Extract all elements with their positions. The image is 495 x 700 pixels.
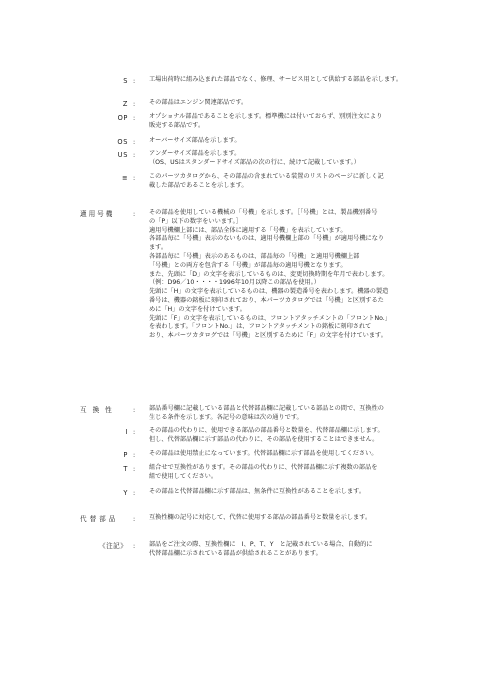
colon: : <box>133 100 136 108</box>
para-line: 各部品毎に「号機」表示のあるものは、部品毎の「号機」と適用号機欄上部 <box>149 252 360 260</box>
symbol-desc-new <box>149 173 384 191</box>
desc-line: （OS、USはスタンダードサイズ部品の次の行に、続けて記載しています。） <box>149 158 360 166</box>
desc-line: その部品と代替部品欄に示す部品は、無条件に互換性があることを示します。 <box>149 488 366 495</box>
colon: : <box>133 151 136 159</box>
para-line: の「P」以下の数字をいいます。］ <box>149 217 242 225</box>
interchange-desc-p <box>149 450 377 459</box>
interchange-desc-i <box>149 427 384 445</box>
colon: : <box>133 174 136 182</box>
colon: : <box>133 451 136 459</box>
para-line: めに「H」の文字を付けています。 <box>149 305 246 313</box>
para-line: （例：D96／10・・・・1996年10月以降この部品を使用。） <box>149 279 320 287</box>
colon: : <box>133 138 136 146</box>
desc-line: 組で使用してください。 <box>149 472 218 480</box>
interchange-desc-y <box>149 488 365 497</box>
desc-line: 載した部品であることを示します。 <box>149 181 248 189</box>
para-line: 適用号機欄上部には、部品全体に適用する「号機」を表示しています。 <box>149 226 347 234</box>
interchangeability-intro <box>149 405 384 423</box>
desc-line: オプショナル部品であることを示します。標準機には付いておらず、別別注文により <box>149 113 383 120</box>
desc-line: アンダーサイズ部品を示します。 <box>149 150 241 157</box>
interchange-desc-t <box>149 464 377 482</box>
para-line: 部品番号欄に記載している部品と代替部品欄に記載している部品との間で、互換性の <box>149 405 384 412</box>
colon: : <box>133 114 136 122</box>
para-line: 部品をご注文の際、互換性欄に I、P、T、Y と記載されている場合、自動的に <box>149 541 373 548</box>
note-heading: 《注記》 <box>99 542 128 550</box>
colon: : <box>133 515 136 523</box>
symbol-code-us: US <box>117 151 128 159</box>
interchange-code-p: P <box>123 451 128 459</box>
desc-line: その部品は使用禁止になっています。代替部品欄に示す部品を使用してください。 <box>149 450 378 457</box>
desc-line: 工場出荷時に組み込まれた部品でなく、修理、サービス用として供給する部品を示します。 <box>149 76 403 83</box>
colon: : <box>133 465 136 473</box>
interchange-code-t: T <box>123 465 128 473</box>
substitute-parts-heading: 代替部品 <box>80 515 119 523</box>
desc-line: このパーツカタログから、その部品の含まれている装置のリストのページに新しく記 <box>149 173 384 180</box>
symbol-code-os: OS <box>117 138 128 146</box>
interchange-code-y: Y <box>123 489 128 497</box>
para-line: 「号機」との両方を包含する「号機」が部品毎の適用号機となります。 <box>149 261 347 269</box>
desc-line: その部品の代わりに、使用できる部品の部品番号と数量を、代替部品欄に示します。 <box>149 427 384 434</box>
substitute-parts-text <box>149 514 371 523</box>
desc-line: 但し、代替部品欄に示す部品の代わりに、その部品を使用することはできません。 <box>149 435 379 443</box>
symbol-desc-s <box>149 76 431 85</box>
symbol-code-new: ≡ <box>121 174 128 182</box>
para-line: を表わします。「フロントNo.」は、フロントアタッチメントの銘板に刻印されて <box>149 323 372 331</box>
para-line: 先頭に「F」の文字を表示しているものは、フロントアタッチメントの「フロントNo.」 <box>149 314 391 322</box>
para-line: 代替部品欄に示されている部品が供給されることがあります。 <box>149 549 322 557</box>
para-line: 番号は、機器の銘板に刻印されており、本パーツカタログでは「号機」と区別するた <box>149 296 384 304</box>
desc-line: オーバーサイズ部品を示します。 <box>149 137 241 144</box>
interchangeability-heading: 互換性 <box>80 406 118 414</box>
symbol-desc-us <box>149 150 360 168</box>
desc-line: 組合せで互換性があります。その部品の代わりに、代替部品欄に示す複数の部品を <box>149 464 378 471</box>
symbol-code-op: OP <box>117 114 128 122</box>
para-line: ます。 <box>149 244 168 252</box>
colon: : <box>133 77 136 85</box>
desc-line: その部品はエンジン関連部品です。 <box>149 99 248 106</box>
colon: : <box>133 406 136 414</box>
colon: : <box>133 489 136 497</box>
colon: : <box>133 428 136 436</box>
symbol-desc-op <box>149 113 382 131</box>
para-line: 生じる条件を示します。各記号の意味は次の通りです。 <box>149 413 303 421</box>
symbol-code-s: S <box>123 77 128 85</box>
desc-line: 販売する部品です。 <box>149 121 205 129</box>
applicable-model-text <box>149 209 391 341</box>
para-line: その部品を使用している機械の「号機」を示します。［「号機」とは、製品機別番号 <box>149 209 378 216</box>
interchange-code-i: I <box>125 428 128 436</box>
symbol-code-z: Z <box>122 100 128 108</box>
para-line: また、先頭に「D」の文字を表示しているものは、変更切換時期を年月で表わします。 <box>149 270 389 278</box>
symbol-desc-z <box>149 99 247 108</box>
para-line: 各部品毎に「号機」表示のないものは、適用号機欄上部の「号機」が適用号機になり <box>149 235 385 243</box>
symbol-desc-os <box>149 137 241 146</box>
colon: : <box>133 210 136 218</box>
para-line: 先頭に「H」の文字を表示しているものは、機器の製造番号を表わします。機器の製造 <box>149 288 389 296</box>
colon: : <box>133 542 136 550</box>
para-line: 互換性欄の記号に対応して、代替に使用する部品の部品番号と数量を示します。 <box>149 514 372 521</box>
applicable-model-heading: 適用号機 <box>80 210 115 218</box>
para-line: おり、本パーツカタログでは「号機」と区別するために「F」の文字を付けています。 <box>149 332 387 340</box>
note-text <box>149 541 373 559</box>
